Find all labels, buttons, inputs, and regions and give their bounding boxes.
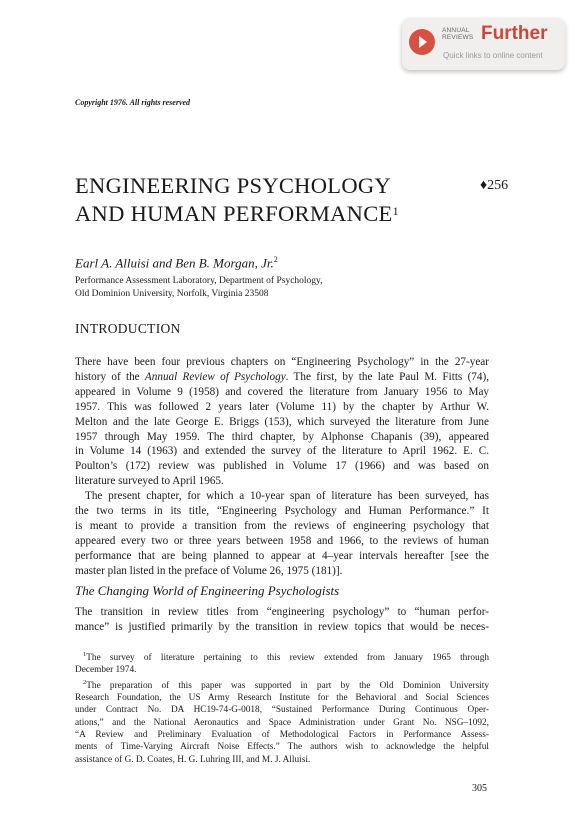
authors-footnote-marker: 2 — [273, 255, 278, 264]
paragraph-2 — [75, 489, 489, 578]
further-subtitle: Quick links to online content — [443, 51, 543, 60]
paragraph-3 — [75, 605, 489, 635]
subsection-heading: The Changing World of Engineering Psychologists — [75, 583, 340, 598]
paragraph-line: performance that are being planned to appear at 4–year intervals hereafter [see the — [75, 549, 489, 562]
paragraph-line: is meant to provide a transition from the reviews of engineering psychology that — [75, 519, 489, 532]
authors: Earl A. Alluisi and Ben B. Morgan, Jr.$^2$ — [75, 255, 278, 271]
footnote-1: $^1$The survey of literature pertaining to this review extended from January 1965 through December 1974. — [75, 651, 489, 676]
title-footnote-marker: 1 — [392, 204, 399, 218]
footnote-2: $^2$The preparation of this paper was supported in part by the Old Dominion University Research Foundation, the US Army Research Institute for the Behavioral and Social Sciences under Contract No. DA HC19-74-G-0018, “Sustained Performance During Continuous Oper- ations,” and the National Aeronautics and Space Administration under Grant No. NSG–1092, “A Review and Preliminary Evaluation of Methodological Factors in Performance Assess- ments of Time-Varying Aircraft Noise Effects.” The authors wish to acknowledge the helpful assistance of G. D. Coates, H. G. Luhring III, and M. J. Alluisi. — [75, 678, 489, 765]
paragraph-line: history of the Annual Review of Psychology. The first, by the late Paul M. Fitts (74), — [75, 370, 489, 383]
copyright-notice: Copyright 1976. All rights reserved — [75, 98, 191, 107]
annual-reviews-logo-icon — [409, 29, 435, 55]
article-title: ENGINEERING PSYCHOLOGY AND HUMAN PERFORMANCE$^1$ — [75, 173, 399, 226]
affiliation: Performance Assessment Laboratory, Department of Psychology, Old Dominion University, Norfolk, Virginia 23508 — [75, 276, 323, 299]
publisher-name: ANNUAL REVIEWS — [442, 27, 474, 41]
paragraph-line: The transition in review titles from “engineering psychology” to “human perfor- — [75, 606, 489, 618]
paragraph-line: mance” is justified primarily by the transition in review topics that would be neces- — [75, 620, 489, 633]
footnotes — [75, 649, 489, 766]
paragraph-line: appeared every two or three years between 1958 and 1966, to the reviews of human — [75, 534, 489, 547]
paragraph-line: in Volume 14 (1963) and extended the survey of the literature to April 1962. E. C. — [75, 445, 489, 458]
paragraph-line: The present chapter, for which a 10-year span of literature has been surveyed, has — [85, 490, 489, 502]
paragraph-line: 1957. This was followed 2 years later (Volume 11) by the chapter by Arthur W. — [75, 400, 489, 413]
paragraph-line: the two terms in its title, “Engineering Psychology and Human Performance.” It — [75, 504, 489, 517]
paragraph-line: master plan listed in the preface of Volume 26, 1975 (181)]. — [75, 564, 343, 577]
paragraph-1 — [75, 355, 489, 489]
paragraph-line: Melton and the late George E. Briggs (153), which surveyed the literature from June — [75, 415, 489, 428]
paragraph-line: There have been four previous chapters on “Engineering Psychology” in the 27-year — [75, 356, 489, 368]
section-heading-introduction: INTRODUCTION — [75, 321, 181, 336]
page-number: 305 — [472, 783, 487, 794]
paragraph-line: Poulton’s (172) review was published in Volume 17 (1966) and was based on — [75, 460, 489, 473]
paragraph-line: literature surveyed to April 1965. — [75, 475, 224, 488]
chapter-number: ♦256 — [480, 178, 509, 193]
annual-reviews-further-banner[interactable] — [402, 18, 565, 70]
paragraph-line: 1957 through May 1959. The third chapter, by Alphonse Chapanis (39), appeared — [75, 430, 489, 443]
further-label: Further — [481, 23, 548, 44]
paragraph-line: appeared in Volume 9 (1958) and covered the literature from January 1956 to May — [75, 385, 489, 398]
